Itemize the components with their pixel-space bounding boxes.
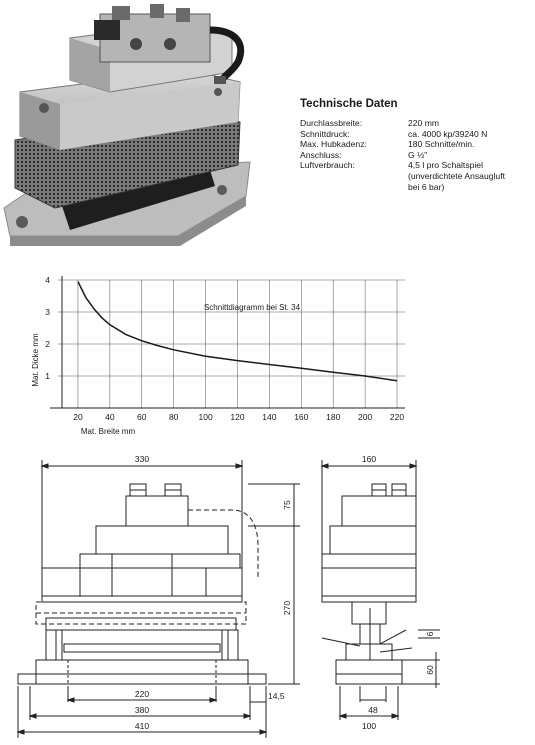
dim-14-5: 14,5 [268,691,285,701]
dim-100: 100 [361,721,377,731]
spec-value: 4,5 l pro Schaltspiel [408,160,483,171]
dim-6: 6 [425,631,435,637]
technical-drawing [0,448,535,745]
spec-value: 180 Schnitte/min. [408,139,475,150]
spec-label: Durchlassbreite: [300,118,363,128]
spec-row [300,118,532,129]
x-tick-label: 60 [137,412,147,422]
x-tick-label: 20 [73,412,83,422]
x-tick-label: 160 [294,412,309,422]
dim-60: 60 [425,665,435,675]
x-tick-label: 200 [358,412,373,422]
product-photo [0,0,262,255]
cutting-diagram [0,268,420,440]
x-tick-label: 100 [198,412,213,422]
x-tick-label: 180 [326,412,341,422]
spec-label [300,182,408,193]
spec-label: Max. Hubkadenz: [300,139,367,150]
chart-title: Schnittdiagramm bei St. 34 [203,303,301,312]
dim-330: 330 [134,454,150,464]
x-tick-label: 80 [168,412,179,422]
spec-value: bei 6 bar) [408,181,445,192]
x-tick-label: 120 [230,412,245,422]
spec-label: Schnittdruck: [300,128,350,139]
spec-value: ca. 4000 kp/39240 N [408,128,488,139]
technical-data [300,98,532,192]
spec-label: Anschluss: [300,149,342,160]
spec-row [300,150,532,161]
chart-ticks [45,275,404,422]
spec-row [300,139,532,150]
x-tick-label: 220 [389,412,405,422]
spec-row [300,160,532,171]
spec-row [300,171,532,182]
spec-title: Technische Daten [300,98,398,110]
y-tick-label: 4 [45,275,50,285]
dim-270: 270 [282,600,292,616]
chart-axes [50,276,405,408]
spec-label: Luftverbrauch: [300,160,355,171]
x-tick-label: 140 [262,412,277,422]
y-tick-label: 3 [45,307,50,317]
x-axis-label: Mat. Breite mm [80,427,136,436]
x-tick-label: 40 [105,412,115,422]
y-tick-label: 1 [45,371,50,381]
spec-value: G ½" [408,149,428,160]
chart-grid [58,280,405,408]
spec-value: 220 mm [408,118,440,128]
spec-row [300,182,532,193]
dim-380: 380 [134,705,150,715]
dim-75: 75 [282,500,292,510]
dim-160: 160 [361,454,377,464]
spec-label [300,171,408,182]
spec-row [300,129,532,140]
spec-value: (unverdichtete Ansaugluft [408,170,505,181]
dim-220: 220 [134,689,150,699]
dim-48: 48 [368,705,378,715]
dim-410: 410 [134,721,150,731]
y-tick-label: 2 [45,339,50,349]
y-axis-label: Mat. Dicke mm [31,333,40,387]
